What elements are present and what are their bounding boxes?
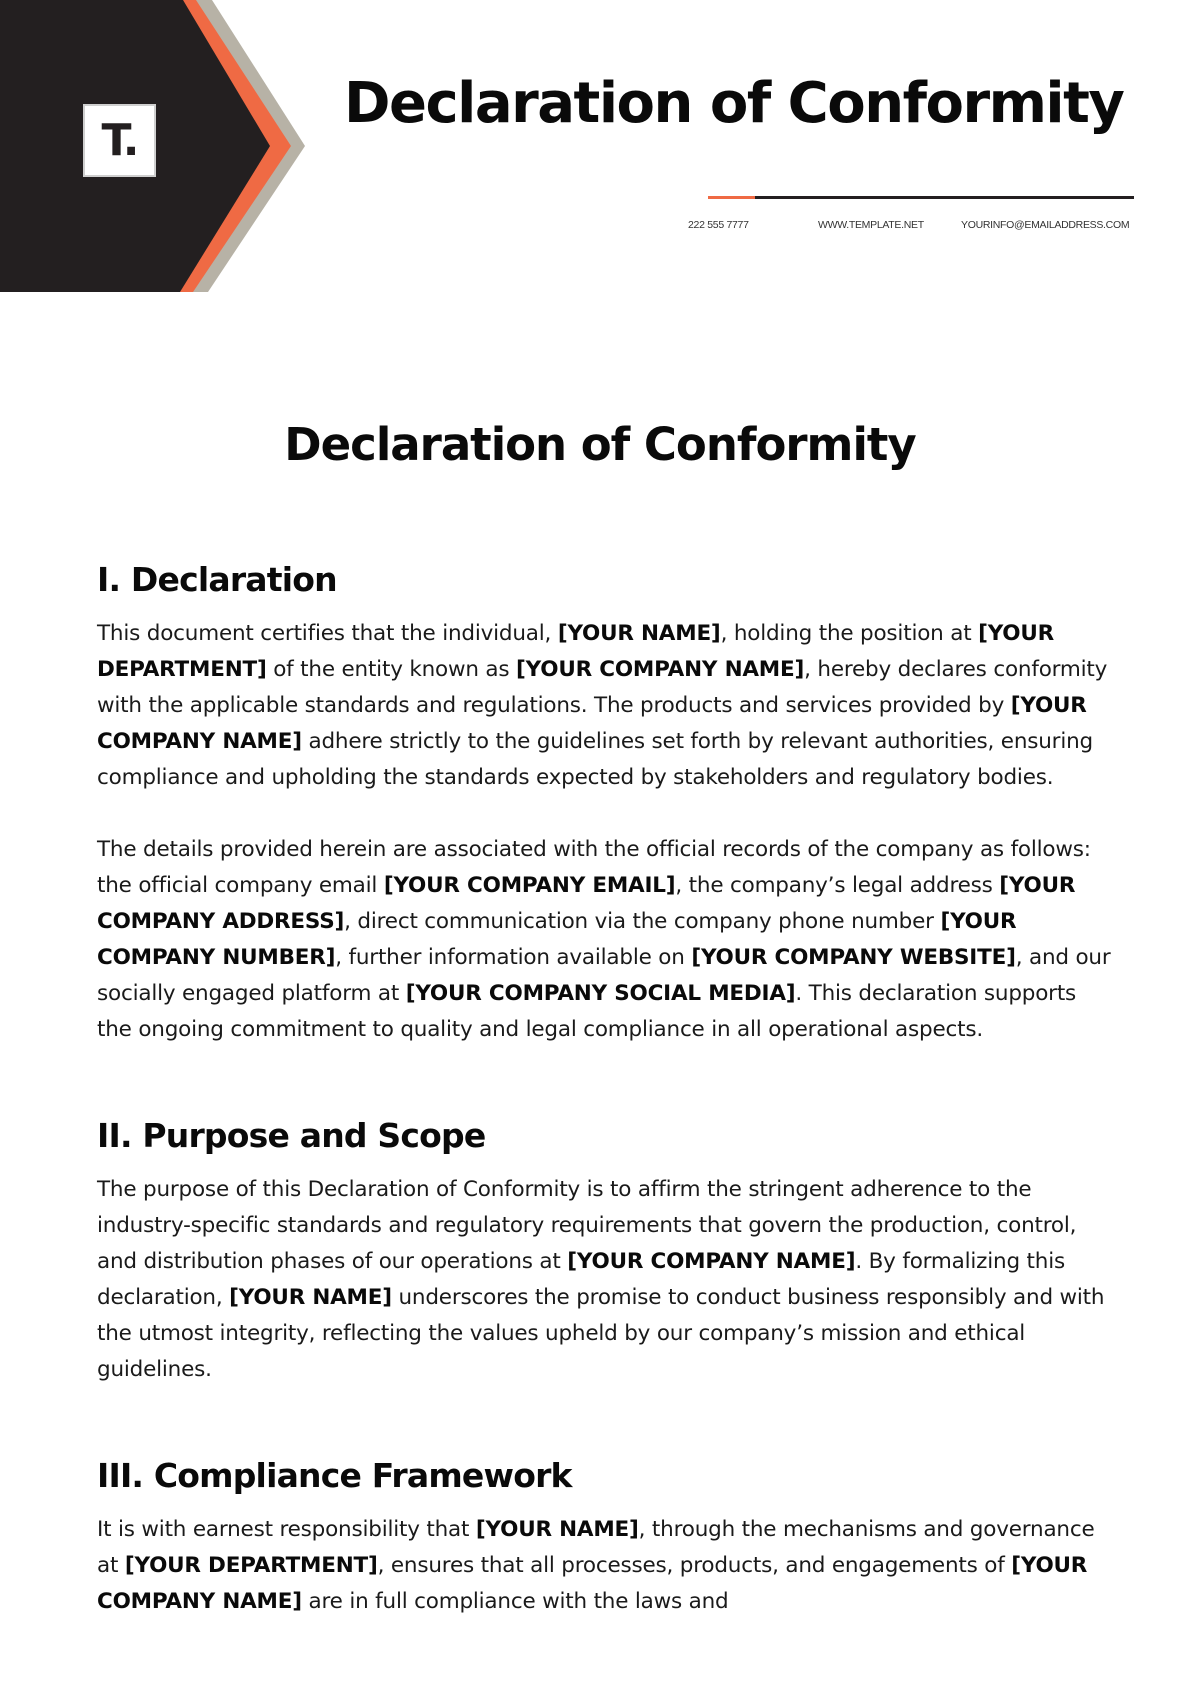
section <box>97 1452 1117 1620</box>
paragraph-text: The purpose of this Declaration of Conformity is to affirm the stringent adherence to the industry-specific standards and regulatory requirements that govern the production, control, and distribution phases of our operations at <box>97 1177 1077 1274</box>
placeholder-field: [YOUR COMPANY NAME] <box>97 1553 1088 1614</box>
paragraph-text: It is with earnest responsibility that <box>97 1517 476 1542</box>
paragraph-text: . This declaration supports the ongoing commitment to quality and legal compliance in all operational aspects. <box>97 981 1077 1042</box>
section <box>97 1112 1117 1388</box>
placeholder-field: [YOUR COMPANY NAME] <box>97 693 1087 754</box>
header-title: Declaration of Conformity <box>344 71 1124 136</box>
contact-email: YOURINFO@EMAILADDRESS.COM <box>961 219 1130 231</box>
paragraph <box>97 1172 1117 1388</box>
placeholder-field: [YOUR COMPANY SOCIAL MEDIA] <box>405 981 796 1006</box>
logo <box>83 104 156 177</box>
paragraph-text: . By formalizing this declaration, <box>97 1249 1065 1310</box>
placeholder-field: [YOUR COMPANY NAME] <box>516 657 805 682</box>
paragraph-text: This document certifies that the individual, <box>97 621 558 646</box>
paragraph <box>97 832 1117 1048</box>
paragraph-text: , hereby declares conformity with the applicable standards and regulations. The products and services provided by <box>97 657 1108 718</box>
header-divider <box>708 196 1134 199</box>
paragraph-text: , further information available on <box>335 945 692 970</box>
document-title: Declaration of Conformity <box>284 418 916 471</box>
document-header <box>0 0 1200 292</box>
section-heading: III. Compliance Framework <box>97 1456 572 1495</box>
paragraph-text: , ensures that all processes, products, and engagements of <box>377 1553 1012 1578</box>
logo-letter: T. <box>101 114 138 166</box>
placeholder-field: [YOUR COMPANY NUMBER] <box>97 909 1017 970</box>
paragraph <box>97 616 1117 796</box>
paragraph-text: are in full compliance with the laws and <box>301 1589 729 1614</box>
paragraph-text: adhere strictly to the guidelines set forth by relevant authorities, ensuring compliance and upholding the standards expected by stakeholders and regulatory bodies. <box>97 729 1093 790</box>
paragraph-text: , direct communication via the company phone number <box>344 909 941 934</box>
section <box>97 556 1117 1048</box>
divider-accent-segment <box>708 196 755 199</box>
paragraph <box>97 1512 1117 1620</box>
placeholder-field: [YOUR NAME] <box>229 1285 392 1310</box>
placeholder-field: [YOUR COMPANY NAME] <box>567 1249 856 1274</box>
placeholder-field: [YOUR NAME] <box>475 1517 639 1542</box>
contact-phone: 222 555 7777 <box>688 219 749 231</box>
divider-dark-segment <box>755 196 1134 199</box>
placeholder-field: [YOUR COMPANY ADDRESS] <box>97 873 1076 934</box>
placeholder-field: [YOUR COMPANY WEBSITE] <box>691 945 1016 970</box>
paragraph-text: , and our socially engaged platform at <box>97 945 1111 1006</box>
paragraph-text: The details provided herein are associated with the official records of the company as follows: the official company email <box>97 837 1091 898</box>
paragraph-text: underscores the promise to conduct business responsibly and with the utmost integrity, reflecting the values upheld by our company’s mission and ethical guidelines. <box>97 1285 1105 1382</box>
document-body <box>97 556 1117 1684</box>
placeholder-field: [YOUR DEPARTMENT] <box>124 1553 378 1578</box>
placeholder-field: [YOUR COMPANY EMAIL] <box>383 873 676 898</box>
paragraph-text: , the company’s legal address <box>675 873 1000 898</box>
section-heading: I. Declaration <box>97 560 337 599</box>
paragraph-text: , through the mechanisms and governance at <box>97 1517 1095 1578</box>
placeholder-field: [YOUR DEPARTMENT] <box>97 621 1054 682</box>
section-heading: II. Purpose and Scope <box>97 1116 486 1155</box>
contact-website: WWW.TEMPLATE.NET <box>818 219 924 231</box>
placeholder-field: [YOUR NAME] <box>557 621 721 646</box>
paragraph-text: , holding the position at <box>720 621 979 646</box>
paragraph-text: of the entity known as <box>266 657 517 682</box>
